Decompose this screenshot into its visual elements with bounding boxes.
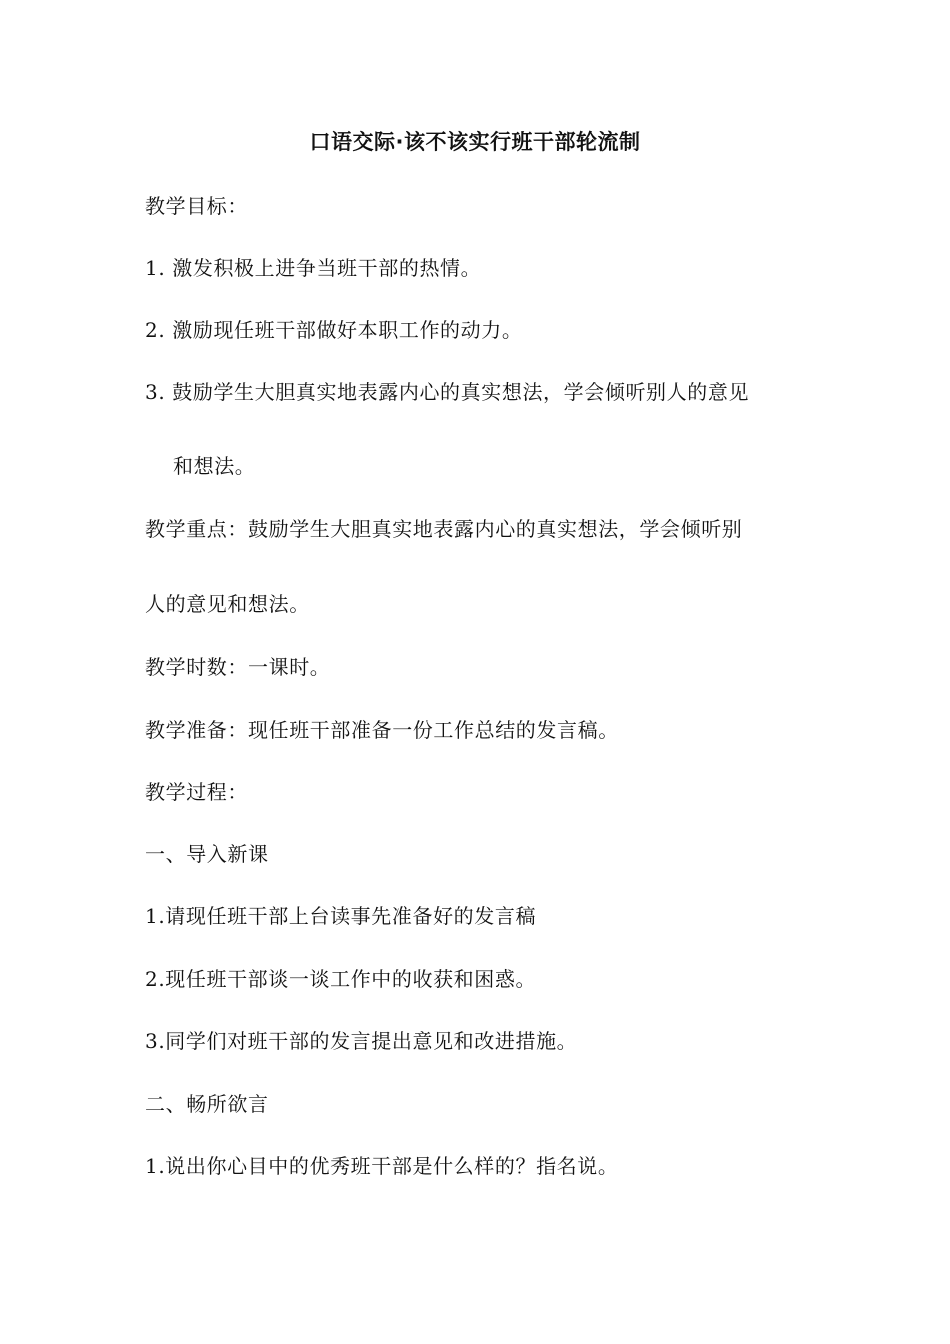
part2-item-1: 1.说出你心目中的优秀班干部是什么样的？指名说。 — [145, 1154, 619, 1178]
part1-item-3: 3.同学们对班干部的发言提出意见和改进措施。 — [145, 1029, 578, 1053]
objective-item-3-continued: 和想法。 — [173, 454, 256, 478]
teaching-hours: 教学时数：一课时。 — [145, 655, 331, 679]
objective-item-1: 1. 激发积极上进争当班干部的热情。 — [145, 256, 482, 280]
objective-item-3: 3. 鼓励学生大胆真实地表露内心的真实想法，学会倾听别人的意见 — [145, 380, 750, 404]
section-heading-objectives: 教学目标： — [145, 194, 248, 218]
objective-item-2: 2. 激励现任班干部做好本职工作的动力。 — [145, 318, 523, 342]
teaching-preparation: 教学准备：现任班干部准备一份工作总结的发言稿。 — [145, 718, 619, 742]
part-heading-2: 二、畅所欲言 — [145, 1092, 269, 1116]
document-title: 口语交际·该不该实行班干部轮流制 — [309, 130, 641, 154]
key-points: 教学重点：鼓励学生大胆真实地表露内心的真实想法，学会倾听别 — [145, 517, 743, 541]
key-points-continued: 人的意见和想法。 — [145, 592, 310, 616]
part1-item-1: 1.请现任班干部上台读事先准备好的发言稿 — [145, 904, 537, 928]
part1-item-2: 2.现任班干部谈一谈工作中的收获和困惑。 — [145, 967, 537, 991]
part-heading-1: 一、导入新课 — [145, 842, 269, 866]
section-heading-process: 教学过程： — [145, 780, 248, 804]
